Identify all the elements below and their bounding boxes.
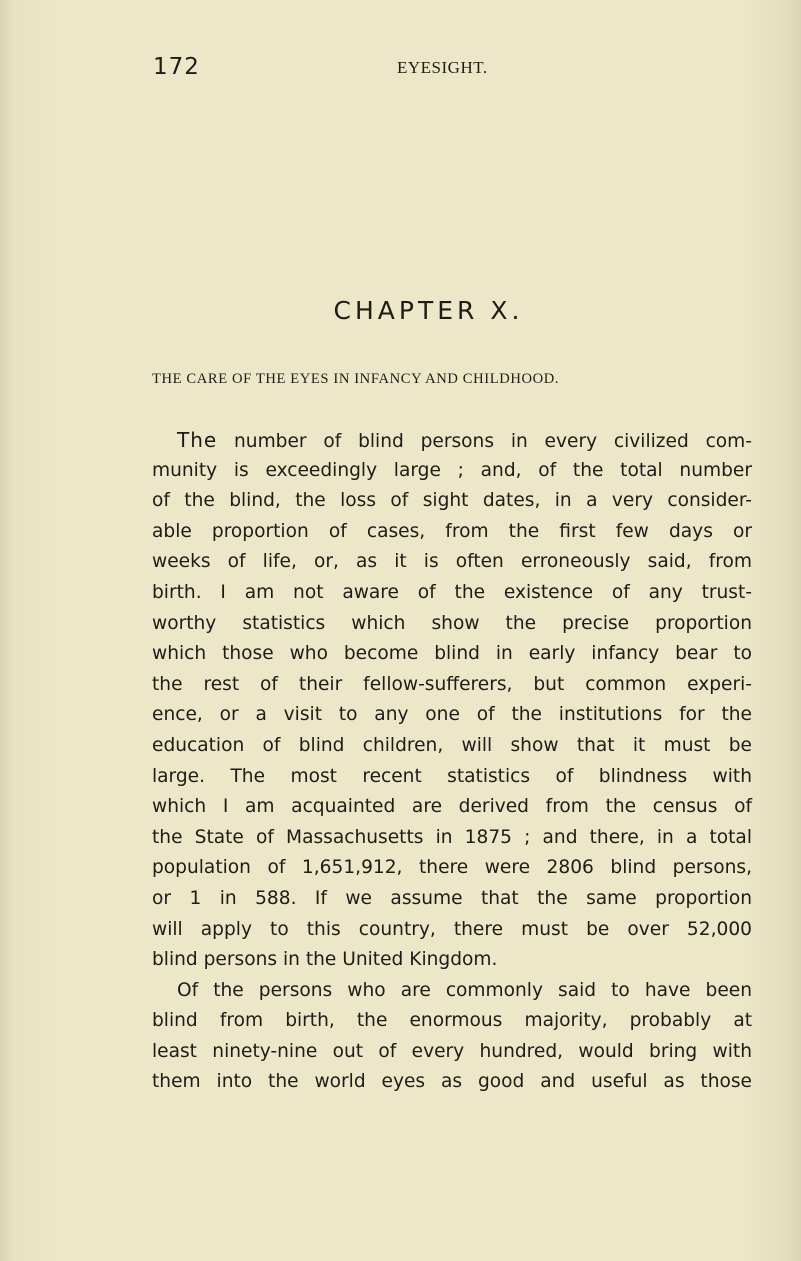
body-text	[152, 425, 752, 1098]
text-line: least ninety-nine out of every hundred, would bring with	[152, 1040, 752, 1062]
text-line: the rest of their fellow-sufferers, but common experi-	[152, 673, 752, 695]
text-line: blind persons in the United Kingdom.	[152, 949, 498, 971]
text-line: which those who become blind in early infancy bear to	[152, 643, 752, 665]
text-line: of the blind, the loss of sight dates, in a very consider-	[152, 490, 752, 512]
chapter-subtitle: THE CARE OF THE EYES IN INFANCY AND CHILDHOOD.	[152, 371, 560, 387]
text-line: education of blind children, will show that it must be	[152, 734, 752, 756]
text-line: worthy statistics which show the precise proportion	[152, 612, 752, 634]
text-line	[152, 425, 752, 456]
running-title: EYESIGHT.	[397, 58, 488, 77]
text-line: able proportion of cases, from the first few days or	[152, 520, 752, 542]
text-line: blind from birth, the enormous majority, probably at	[152, 1010, 752, 1032]
text-line: will apply to this country, there must be over 52,000	[152, 918, 752, 940]
text-line: ence, or a visit to any one of the institutions for the	[152, 704, 752, 726]
text-line: birth. I am not aware of the existence of any trust-	[152, 581, 752, 603]
text-line: population of 1,651,912, there were 2806 blind persons,	[152, 857, 752, 879]
page-number: 172	[153, 54, 200, 80]
text-line: Of the persons who are commonly said to have been	[177, 979, 752, 1001]
text-line: which I am acquainted are derived from the census of	[152, 796, 752, 818]
chapter-heading: CHAPTER X.	[333, 296, 524, 325]
text-line: weeks of life, or, as it is often erroneously said, from	[152, 551, 752, 573]
drop-word: The	[177, 428, 218, 452]
text-line: the State of Massachusetts in 1875 ; and there, in a total	[152, 826, 752, 848]
text-line: large. The most recent statistics of blindness with	[152, 765, 752, 787]
text-line: munity is exceedingly large ; and, of the total number	[152, 459, 752, 481]
line-text: number of blind persons in every civilized com-	[217, 431, 752, 452]
text-line: them into the world eyes as good and useful as those	[152, 1071, 752, 1093]
text-line: or 1 in 588. If we assume that the same proportion	[152, 887, 752, 909]
running-head	[153, 54, 753, 84]
